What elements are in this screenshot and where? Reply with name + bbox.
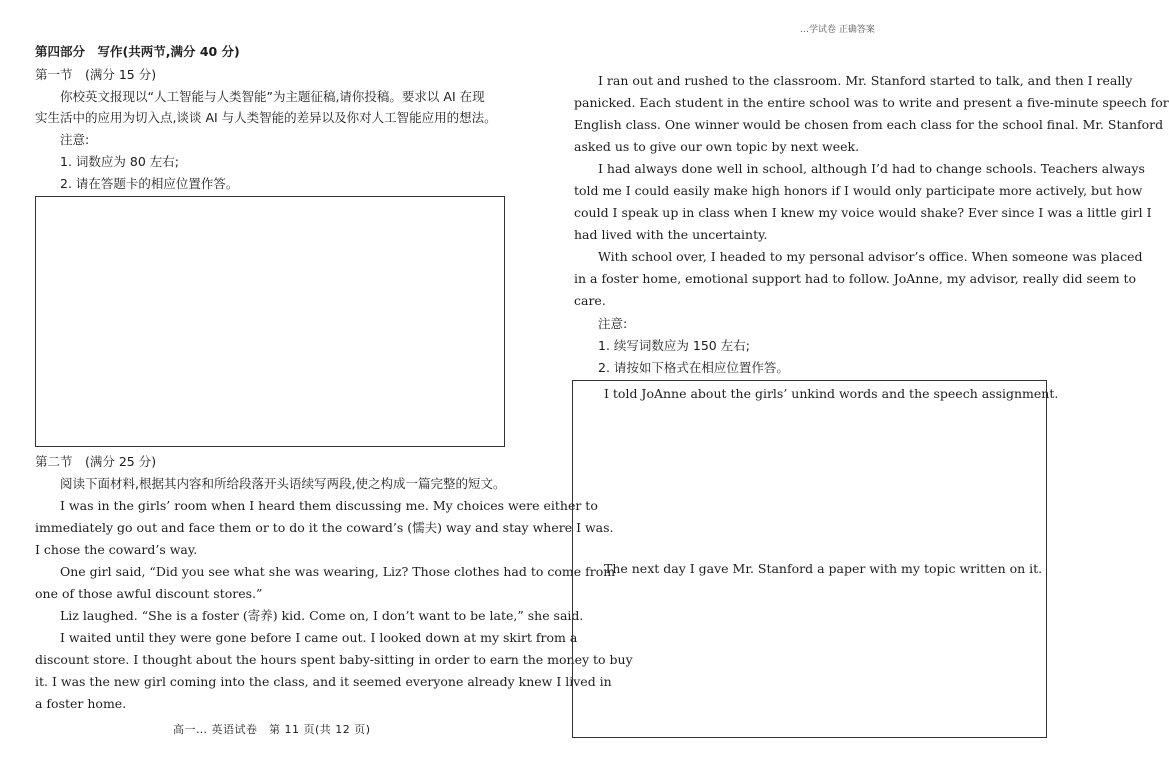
- passage-line: Liz laughed. “She is a foster (寄养) kid. Come on, I don’t want to be late,” she said.: [60, 608, 584, 623]
- passage-line: in a foster home, emotional support had to follow. JoAnne, my advisor, really did seem to: [574, 271, 1137, 286]
- passage-line: With school over, I headed to my personal advisor’s office. When someone was placed: [598, 249, 1143, 264]
- section2-instruction: 阅读下面材料,根据其内容和所给段落开头语续写两段,使之构成一篇完整的短文。: [60, 476, 506, 491]
- passage-line: English class. One winner would be chosen from each class for the school final. Mr. Stanford: [574, 117, 1164, 132]
- section1-answer-box: [35, 196, 505, 447]
- continuation-note-label: 注意:: [598, 316, 628, 331]
- passage-line: had lived with the uncertainty.: [574, 227, 768, 242]
- section1-note-2: 2. 请在答题卡的相应位置作答。: [60, 176, 239, 191]
- page-footer: 高一… 英语试卷 第 11 页(共 12 页): [173, 723, 371, 736]
- passage-line: immediately go out and face them or to do it the coward’s (懦夫) way and stay where I was.: [35, 520, 614, 535]
- passage-line: I ran out and rushed to the classroom. Mr. Stanford started to talk, and then I really: [598, 73, 1133, 88]
- passage-line: told me I could easily make high honors if I would only participate more actively, but how: [574, 183, 1143, 198]
- continuation-note-1: 1. 续写词数应为 150 左右;: [598, 338, 750, 353]
- section1-prompt-line2: 实生活中的应用为切入点,谈谈 AI 与人类智能的差异以及你对人工智能应用的想法。: [35, 110, 497, 125]
- continuation-note-2: 2. 请按如下格式在相应位置作答。: [598, 360, 789, 375]
- passage-line: care.: [574, 293, 606, 308]
- passage-line: One girl said, “Did you see what she was wearing, Liz? Those clothes had to come from: [60, 564, 616, 579]
- page-header: …学试卷 正确答案: [800, 25, 875, 35]
- passage-line: asked us to give our own topic by next week.: [574, 139, 860, 154]
- section1-prompt-line1: 你校英文报现以“人工智能与人类智能”为主题征稿,请你投稿。要求以 AI 在现: [60, 89, 485, 104]
- part-title: 第四部分 写作(共两节,满分 40 分): [35, 44, 240, 59]
- continuation-answer-box: [572, 380, 1047, 738]
- passage-line: I chose the coward’s way.: [35, 542, 198, 557]
- passage-line: I waited until they were gone before I came out. I looked down at my skirt from a: [60, 630, 578, 645]
- passage-line: a foster home.: [35, 696, 127, 711]
- passage-line: one of those awful discount stores.”: [35, 586, 263, 601]
- passage-line: it. I was the new girl coming into the class, and it seemed everyone already knew I lived in: [35, 674, 612, 689]
- section1-title: 第一节 (满分 15 分): [35, 67, 157, 82]
- passage-line: could I speak up in class when I knew my voice would shake? Ever since I was a little girl I: [574, 205, 1152, 220]
- passage-line: discount store. I thought about the hours spent baby-sitting in order to earn the money to buy: [35, 652, 633, 667]
- passage-line: panicked. Each student in the entire school was to write and present a five-minute speech for: [574, 95, 1169, 110]
- section1-note-1: 1. 词数应为 80 左右;: [60, 154, 179, 169]
- passage-line: I had always done well in school, although I’d had to change schools. Teachers always: [598, 161, 1145, 176]
- paragraph1-opening: I told JoAnne about the girls’ unkind words and the speech assignment.: [604, 386, 1059, 401]
- section2-title: 第二节 (满分 25 分): [35, 454, 157, 469]
- passage-line: I was in the girls’ room when I heard them discussing me. My choices were either to: [60, 498, 598, 513]
- section1-note-label: 注意:: [60, 132, 90, 147]
- paragraph2-opening: The next day I gave Mr. Stanford a paper with my topic written on it.: [604, 561, 1043, 576]
